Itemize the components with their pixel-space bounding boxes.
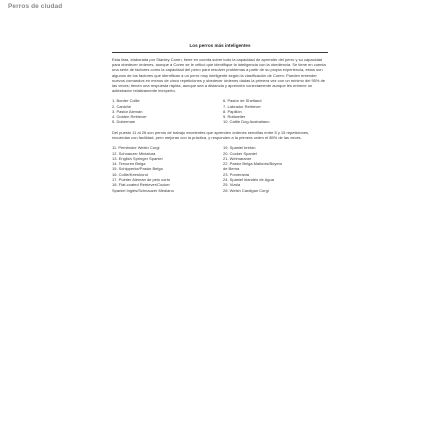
top10-left-column (112, 98, 217, 123)
list-item: 20. Cocker Spaniel (223, 150, 257, 156)
list-item: 13. English Springer Spaniel (112, 155, 163, 161)
list-item: de Berna (223, 166, 240, 172)
list-item: 4. Golden Retriever (112, 113, 147, 119)
list-item: 10. Cattle Dog Australiano (223, 118, 270, 124)
list-item: 25. Vizsla (223, 182, 241, 188)
list-item: 21. Weimaraner (223, 155, 252, 161)
list-item: 24. Spaniel irlandés de Agua (223, 177, 274, 183)
article (112, 43, 328, 199)
list-item: 26. Welsh Cardigan Corgi (223, 187, 269, 193)
list-item: 8. Papillón (223, 108, 242, 114)
list-item: 22. Pastor Belga Malinois/Boyero (223, 161, 283, 167)
article-title: Los perros más inteligentes (189, 43, 251, 48)
site-header (0, 0, 440, 14)
list-item: 7. Labrador Retriever (223, 103, 261, 109)
ranking-left-column (112, 145, 217, 193)
top10-right-column (223, 98, 328, 123)
list-item: 9. Rottweiler (223, 113, 246, 119)
list-item: 2. Caniche (112, 103, 132, 109)
site-title[interactable]: Perros de ciudad (8, 3, 63, 10)
list-item: 15. Schipperke/Pastor Belga (112, 166, 163, 172)
second-paragraph: Del puesto 11 al 26 son perros de trabajo excelentes que aprenden órdenes sencillas entre 5 y 15 repeticiones, recuerdan con facilidad, pero mejoran con la práctica, y responden a la primera orden el 85% de las veces. (112, 129, 310, 141)
list-item: 11. Pembroke Welsh Corgi (112, 145, 160, 151)
title-divider (112, 52, 328, 53)
list-item: 18. Flat-coated Retriever/Cocker (112, 182, 170, 188)
list-item: 19. Spaniel bretón (223, 145, 256, 151)
ranking-right-column (223, 145, 328, 193)
list-item: 1. Border Collie (112, 98, 140, 104)
list-item: 14. Tervuren Belga (112, 161, 146, 167)
intro-paragraph: Esta lista, elaborada por Stanley Coren, tiene en cuenta sobre todo la capacidad de aprender del perro y su capacidad para obedecer órdenes, aunque a Coren se le criticó que identifique la inteligencia con la obediencia. Se tiene en cuenta una serie de factores como la capacidad del perro para resolver problemas a partir de su propia experiencia, estos son algunos de los factores que identifican a un perro muy inteligente según la clasificación de Coren: Pueden entender nuevos comandos en menos de cinco repeticiones y obedecer órdenes dadas la primera vez con un mínimo del 95% de las veces; tienen una respuesta rápida, aunque sea a distancia y aprenden conectamente aunque les entrene un adiestrador relativamente inexperto. (112, 57, 326, 94)
list-item: 3. Pastor Alemán (112, 108, 143, 114)
list-item: 6. Pastor de Shetland (223, 98, 262, 104)
list-item: 12. Schnauzer Miniatura (112, 150, 156, 156)
list-item: 17. Pointer Alemán de pelo corto (112, 177, 171, 183)
list-item: 23. Pomerania (223, 171, 250, 177)
list-item: 16. Collie/Keeshond (112, 171, 148, 177)
ranking-11-26-list (112, 145, 328, 193)
list-item: 5. Doberman (112, 118, 136, 124)
top10-list (112, 98, 328, 123)
list-item: Spaniel Inglés/Schnauzer Mediano (112, 187, 174, 193)
